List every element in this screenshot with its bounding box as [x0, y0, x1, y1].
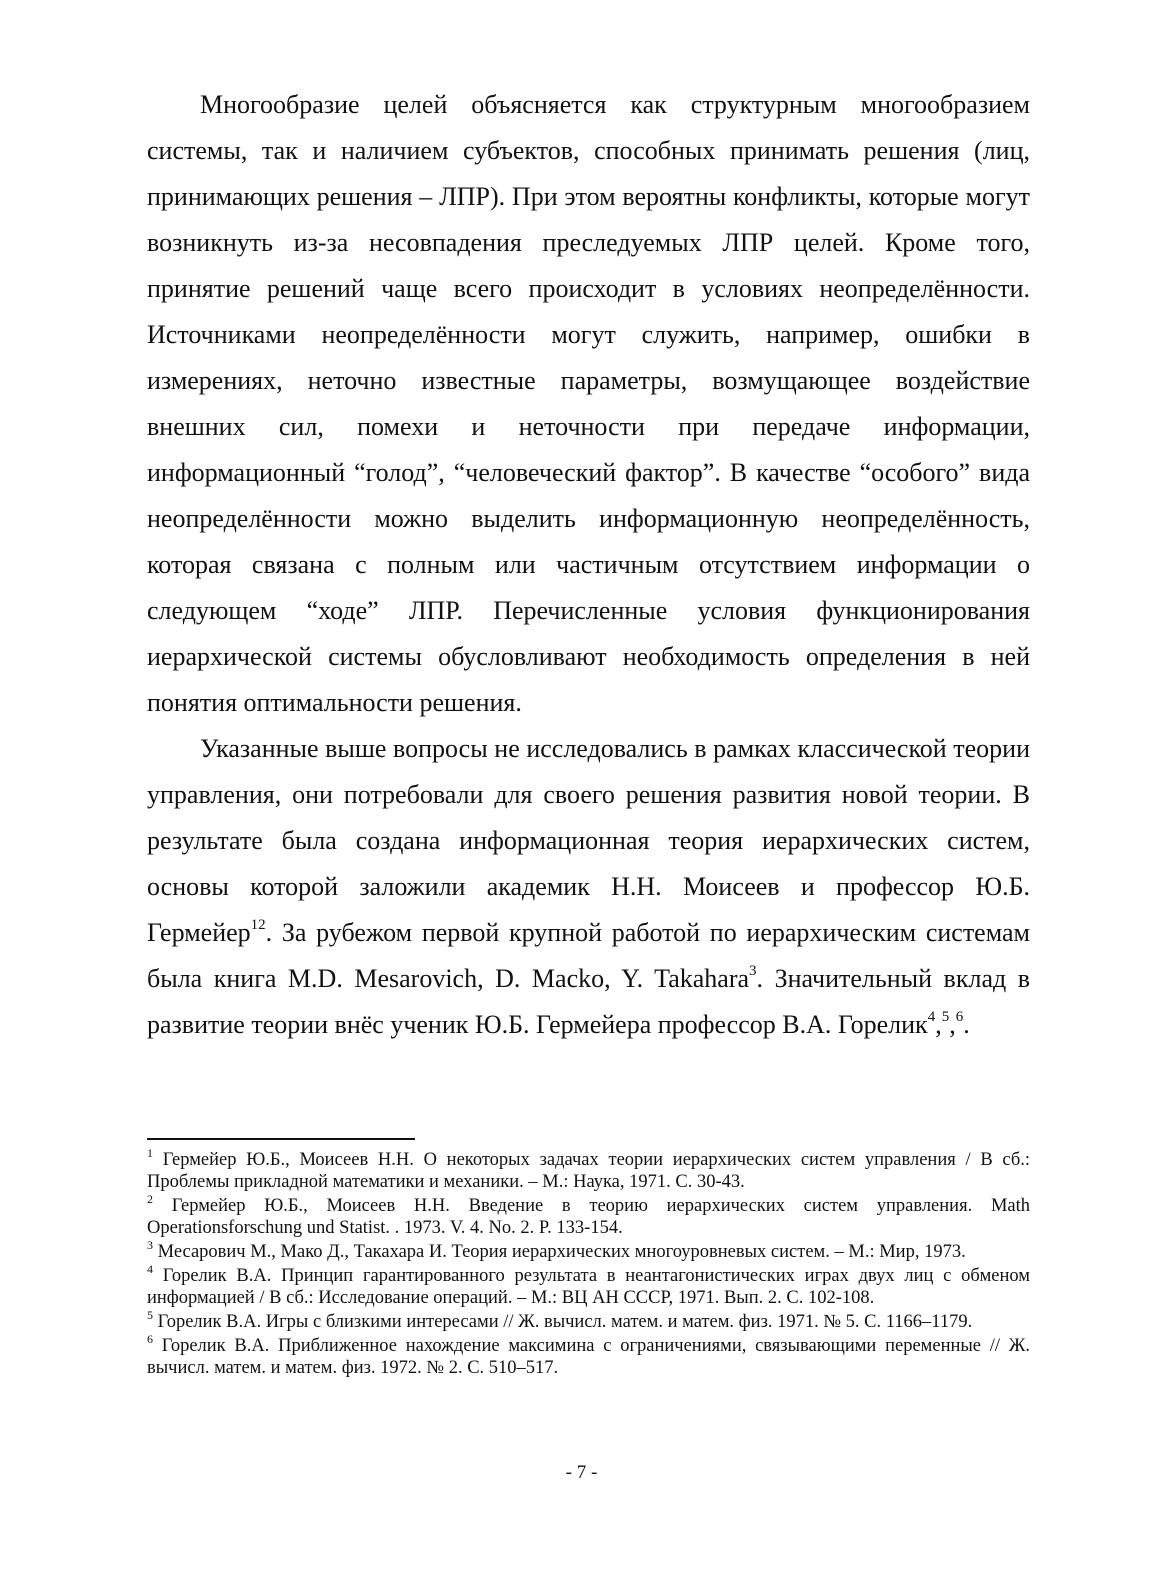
paragraph-text: Указанные выше вопросы не исследовались в рамках классической теории управления, они потребовали для своего решения развития новой теории. В результате была создана информационная теория иерархических систем, основы которой заложили академик Н.Н. Моисеев и профессор Ю.Б. Гермейер — [147, 734, 1030, 947]
footnote-text: Гермейер Ю.Б., Моисеев Н.Н. О некоторых задачах теории иерархических систем управления / В сб.: Проблемы прикладной математики и механики. – М.: Наука, 1971. С. 30-43. — [147, 1150, 1030, 1192]
paragraph-text: , — [949, 1010, 956, 1039]
footnote — [147, 1237, 1030, 1263]
main-text — [147, 82, 1030, 1048]
paragraph-text: . Значительный вклад в развитие теории внёс ученик Ю.Б. Гермейера профессор В.А. Горелик — [147, 964, 1031, 1039]
footnote-reference: 5 — [941, 1009, 950, 1026]
paragraph-text: . За рубежом первой крупной работой по иерархическим системам была книга M.D. Mesarovich, D. Macko, Y. Takahara — [147, 918, 1030, 993]
footnote-text: Горелик В.А. Принцип гарантированного результата в неантагонистических играх двух лиц с обменом информацией / В сб.: Исследование операций. – М.: ВЦ АН СССР, 1971. Вып. 2. С. 102-108. — [147, 1266, 1030, 1308]
footnote-number: 4 — [147, 1261, 153, 1276]
footnote-reference: 12 — [250, 917, 266, 934]
page-number: - 7 - — [565, 1462, 598, 1483]
paragraph-text: Многообразие целей объясняется как структурным многообразием системы, так и наличием субъектов, способных принимать решения (лиц, принимающих решения – ЛПР). При этом вероятны конфликты, которые могут возникнуть из-за несовпадения преследуемых ЛПР целей. Кроме того, принятие решений чаще всего происходит в условиях неопределённости. Источниками неопределённости могут служить, например, ошибки в измерениях, неточно известные параметры, возмущающее воздействие внешних сил, помехи и неточности при передаче информации, информационный “голод”, “человеческий фактор”. В качестве “особого” вида неопределённости можно выделить информационную неопределённость, которая связана с полным или частичным отсутствием информации о следующем “ходе” ЛПР. Перечисленные условия функционирования иерархической системы обусловливают необходимость определения в ней понятия оптимальности решения. — [147, 90, 1030, 717]
footnote — [147, 1307, 1030, 1333]
footnote-text: Гермейер Ю.Б., Моисеев Н.Н. Введение в теорию иерархических систем управления. Math Operationsforschung und Statist. . 1973. V. 4. No. 2. P. 133-154. — [147, 1196, 1030, 1238]
footnote-text: Месарович М., Мако Д., Такахара И. Теория иерархических многоуровневых систем. – М.: Мир, 1973. — [157, 1242, 966, 1262]
footnote-number: 6 — [147, 1331, 153, 1346]
footnote-text: Горелик В.А. Игры с близкими интересами // Ж. вычисл. матем. и матем. физ. 1971. № 5. С. 1166–1179. — [157, 1312, 973, 1332]
footnote — [147, 1331, 1030, 1379]
paragraph-text: , — [935, 1010, 942, 1039]
footnotes-section — [147, 1145, 1030, 1381]
footnote-text: Горелик В.А. Приближенное нахождение максимина с ограничениями, связывающими переменные // Ж. вычисл. матем. и матем. физ. 1972. № 2. С. 510–517. — [147, 1336, 1030, 1378]
footnote-reference: 3 — [749, 963, 757, 980]
footnote-number: 2 — [147, 1191, 153, 1206]
footnote-separator — [147, 1138, 415, 1140]
paragraph — [147, 726, 1030, 1048]
footnote-reference: 4 — [927, 1009, 936, 1026]
footnote — [147, 1145, 1030, 1193]
footnote — [147, 1261, 1030, 1309]
footnote — [147, 1191, 1030, 1239]
footnote-number: 1 — [147, 1145, 153, 1160]
paragraph — [147, 82, 1030, 726]
footnote-reference: 6 — [955, 1009, 964, 1026]
paragraph-text: . — [963, 1010, 970, 1039]
footnote-number: 3 — [147, 1237, 153, 1252]
footnote-number: 5 — [147, 1307, 153, 1322]
